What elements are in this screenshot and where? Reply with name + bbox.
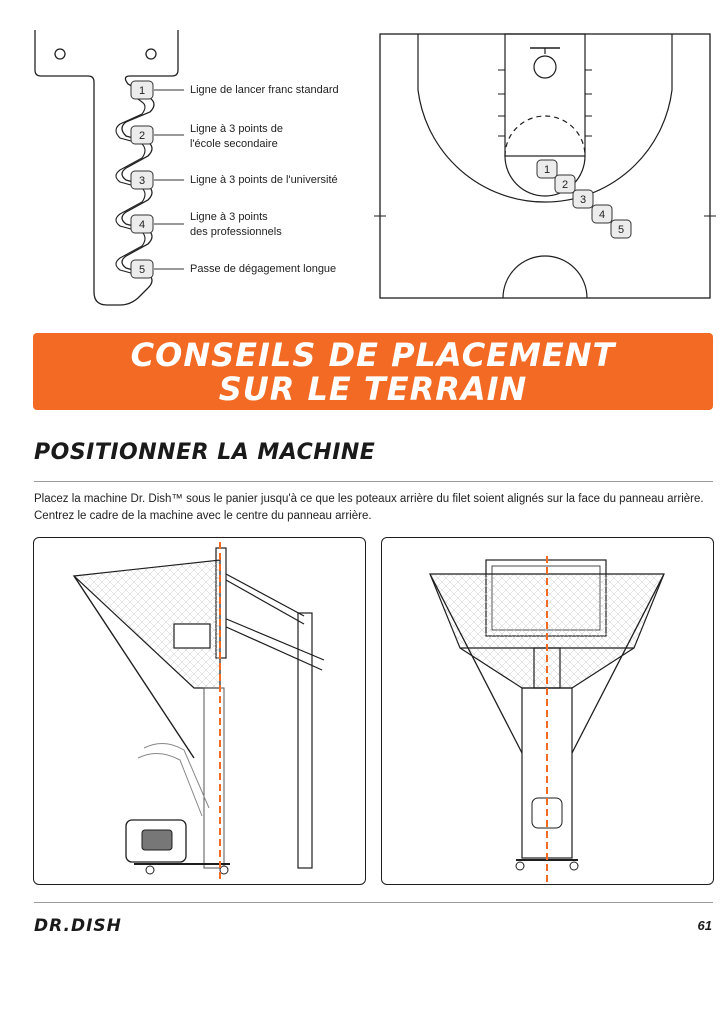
position-legend-diagram bbox=[30, 30, 370, 315]
court-num-4: 4 bbox=[598, 209, 606, 221]
side-view-drawing bbox=[34, 538, 365, 884]
instructions-paragraph: Placez la machine Dr. Dish™ sous le panier jusqu'à ce que les poteaux arrière du filet soient alignés sur la face du panneau arrière. Centrez le cadre de la machine avec le centre du panneau arrière. bbox=[34, 493, 704, 522]
section-banner bbox=[33, 333, 713, 410]
court-num-5: 5 bbox=[617, 224, 625, 236]
court-num-1: 1 bbox=[543, 164, 551, 176]
legend-num-1: 1 bbox=[138, 85, 146, 97]
legend-num-3: 3 bbox=[138, 175, 146, 187]
court-lines bbox=[370, 30, 720, 302]
banner-title-line2: SUR LE TERRAIN bbox=[218, 369, 528, 408]
banner-title-line1: CONSEILS DE PLACEMENT bbox=[130, 335, 616, 374]
legend-num-4: 4 bbox=[138, 219, 146, 231]
legend-label-4: Ligne à 3 points des professionnels bbox=[190, 211, 282, 238]
legend-num-2: 2 bbox=[138, 130, 146, 142]
front-view-drawing bbox=[382, 538, 713, 884]
section-title: POSITIONNER LA MACHINE bbox=[34, 440, 376, 465]
divider bbox=[34, 481, 713, 482]
page-number: 61 bbox=[697, 918, 712, 933]
brand-logo: DR.DISH bbox=[34, 916, 122, 936]
court-num-2: 2 bbox=[561, 179, 569, 191]
legend-label-2: Ligne à 3 points de l'école secondaire bbox=[190, 123, 283, 150]
legend-label-1: Ligne de lancer franc standard bbox=[190, 84, 339, 96]
machine-front-view-illustration bbox=[381, 537, 714, 885]
legend-label-5: Passe de dégagement longue bbox=[190, 263, 337, 275]
footer-divider bbox=[34, 902, 713, 903]
legend-num-5: 5 bbox=[138, 264, 146, 276]
legend-label-3: Ligne à 3 points de l'université bbox=[190, 174, 338, 186]
court-diagram bbox=[370, 30, 720, 302]
machine-side-view-illustration bbox=[33, 537, 366, 885]
court-num-3: 3 bbox=[579, 194, 587, 206]
